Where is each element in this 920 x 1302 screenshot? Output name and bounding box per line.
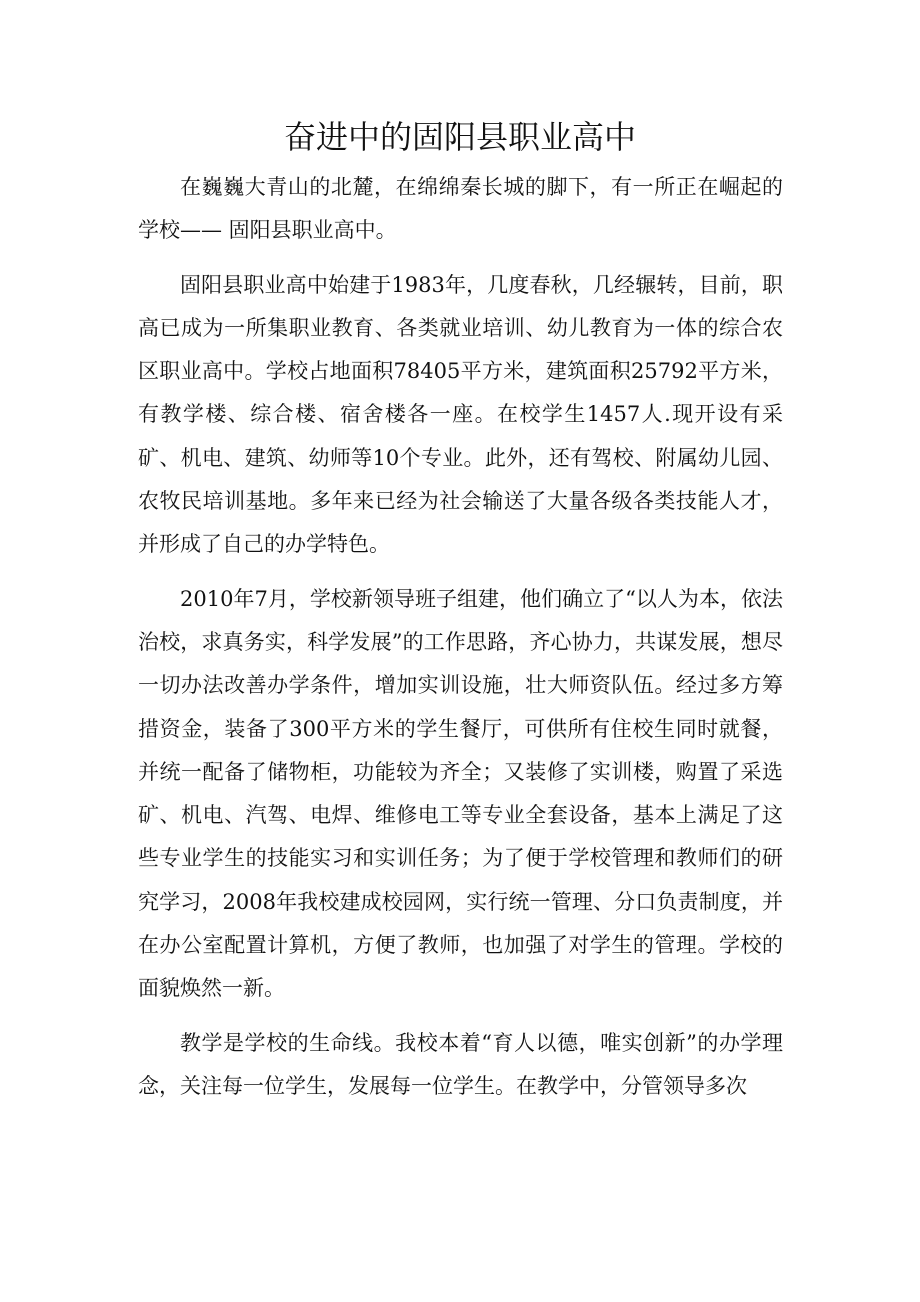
paragraph-teaching: 教学是学校的生命线。我校本着“育人以德，唯实创新”的办学理念，关注每一位学生，发展每一位学生。在教学中，分管领导多次: [138, 1030, 783, 1098]
paragraph-intro: 在巍巍大青山的北麓，在绵绵秦长城的脚下，有一所正在崛起的学校—— 固阳县职业高中。: [138, 175, 783, 243]
document-body: [138, 166, 783, 1119]
paragraph-development: 2010年7月，学校新领导班子组建，他们确立了“以人为本，依法治校，求真务实，科学发展”的工作思路，齐心协力，共谋发展，想尽一切办法改善办学条件，增加实训设施，壮大师资队伍。经过多方筹措资金，装备了300平方米的学生餐厅，可供所有住校生同时就餐，并统一配备了储物柜，功能较为齐全；又装修了实训楼，购置了采选矿、机电、汽驾、电焊、维修电工等专业全套设备，基本上满足了这些专业学生的技能实习和实训任务；为了便于学校管理和教师们的研究学习，2008年我校建成校园网，实行统一管理、分口负责制度，并在办公室配置计算机，方便了教师，也加强了对学生的管理。学校的面貌焕然一新。: [138, 586, 783, 1001]
document-title: 奋进中的固阳县职业高中: [283, 118, 636, 156]
paragraph-history: 固阳县职业高中始建于1983年，几度春秋，几经辗转，目前，职高已成为一所集职业教育、各类就业培训、幼儿教育为一体的综合农区职业高中。学校占地面积78405平方米，建筑面积25792平方米，有教学楼、综合楼、宿舍楼各一座。在校学生1457人.现开设有采矿、机电、建筑、幼师等10个专业。此外，还有驾校、附属幼儿园、农牧民培训基地。多年来已经为社会输送了大量各级各类技能人才，并形成了自己的办学特色。: [138, 272, 783, 557]
